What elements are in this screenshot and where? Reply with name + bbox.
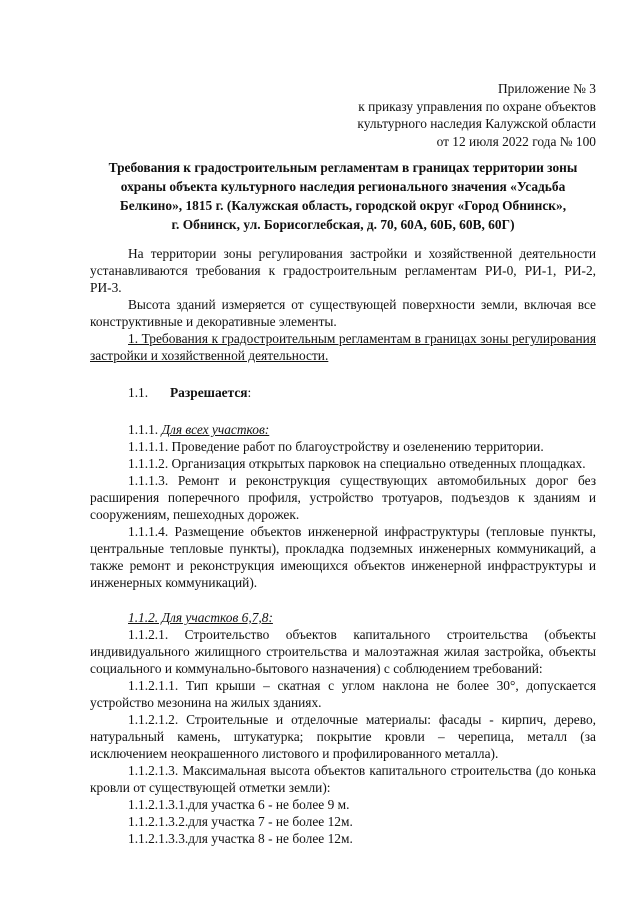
appendix-line-4: от 12 июля 2022 года № 100 xyxy=(436,133,596,149)
section-1-1-colon: : xyxy=(247,385,252,400)
item-1-1-2-1-3-1: 1.1.2.1.3.1.для участка 6 - не более 9 м. xyxy=(128,797,350,812)
section-1-1-number: 1.1. xyxy=(128,385,149,400)
appendix-line-1: Приложение № 3 xyxy=(497,81,596,96)
item-1-1-2-1-1: 1.1.2.1.1. Тип крыши – скатная с углом наклона не более 30°, допускается устройство мезонина на жилых зданиях. xyxy=(90,678,596,710)
intro-paragraph-2: Высота зданий измеряется от существующей поверхности земли, включая все конструктивные и декоративные элементы. xyxy=(90,297,596,329)
item-1-1-2-1-3-2: 1.1.2.1.3.2.для участка 7 - не более 12м. xyxy=(128,814,353,829)
appendix-line-3: культурного наследия Калужской области xyxy=(357,116,596,131)
appendix-line-2: к приказу управления по охране объектов xyxy=(358,98,596,114)
title-line-1: Требования к градостроительным регламентам в границах территории зоны xyxy=(108,160,578,175)
section-1-1-2-heading: 1.1.2. Для участков 6,7,8: xyxy=(128,610,273,625)
appendix-header xyxy=(276,80,596,150)
item-1-1-2-1-2: 1.1.2.1.2. Строительные и отделочные материалы: фасады - кирпич, дерево, натуральный камень, штукатурка; покрытие кровли – черепица, металл (за исключением неокрашенного листового и профилированного металла). xyxy=(90,712,596,761)
item-1-1-1-1: 1.1.1.1. Проведение работ по благоустройству и озеленению территории. xyxy=(128,439,544,454)
section-1-1-label: Разрешается xyxy=(170,385,248,400)
intro-paragraph-1: На территории зоны регулирования застройки и хозяйственной деятельности устанавливаются требования к градостроительным регламентам РИ-0, РИ-1, РИ-2, РИ-3. xyxy=(90,246,596,295)
document-title xyxy=(86,158,600,234)
section-1-heading: 1. Требования к градостроительным регламентам в границах зоны регулирования застройки и хозяйственной деятельности. xyxy=(90,331,596,363)
section-1-1-1-heading xyxy=(90,421,596,438)
item-1-1-2-1-3: 1.1.2.1.3. Максимальная высота объектов капитального строительства (до конька кровли от существующей отметки земли): xyxy=(90,763,596,795)
document-body xyxy=(90,245,596,847)
item-1-1-1-3: 1.1.1.3. Ремонт и реконструкция существующих автомобильных дорог без расширения поперечного профиля, устройство тротуаров, подъездов к зданиям и сооружениям, пешеходных дорожек. xyxy=(90,473,596,522)
title-line-2: охраны объекта культурного наследия регионального значения «Усадьба xyxy=(120,179,566,194)
item-1-1-2-1-3-3: 1.1.2.1.3.3.для участка 8 - не более 12м. xyxy=(128,831,353,846)
title-line-3: Белкино», 1815 г. (Калужская область, городской округ «Город Обнинск», xyxy=(119,198,567,213)
section-1-1-1-number: 1.1.1. xyxy=(128,422,159,437)
section-1-1-heading xyxy=(90,384,596,401)
section-1-1-1-label: Для всех участков: xyxy=(161,422,270,437)
item-1-1-2-1: 1.1.2.1. Строительство объектов капитального строительства (объекты индивидуального жилищного строительства и малоэтажная жилая застройка, объекты социального и коммунально-бытового назначения) с соблюдением требований: xyxy=(90,627,596,676)
item-1-1-1-4: 1.1.1.4. Размещение объектов инженерной инфраструктуры (тепловые пункты, центральные тепловые пункты), прокладка подземных инженерных коммуникаций, а также ремонт и реконструкция имеющихся объектов инженерной инфраструктуры и инженерных коммуникаций). xyxy=(90,524,596,590)
item-1-1-1-2: 1.1.1.2. Организация открытых парковок на специально отведенных площадках. xyxy=(128,456,586,471)
title-line-4: г. Обнинск, ул. Борисоглебская, д. 70, 60А, 60Б, 60В, 60Г) xyxy=(171,217,515,232)
